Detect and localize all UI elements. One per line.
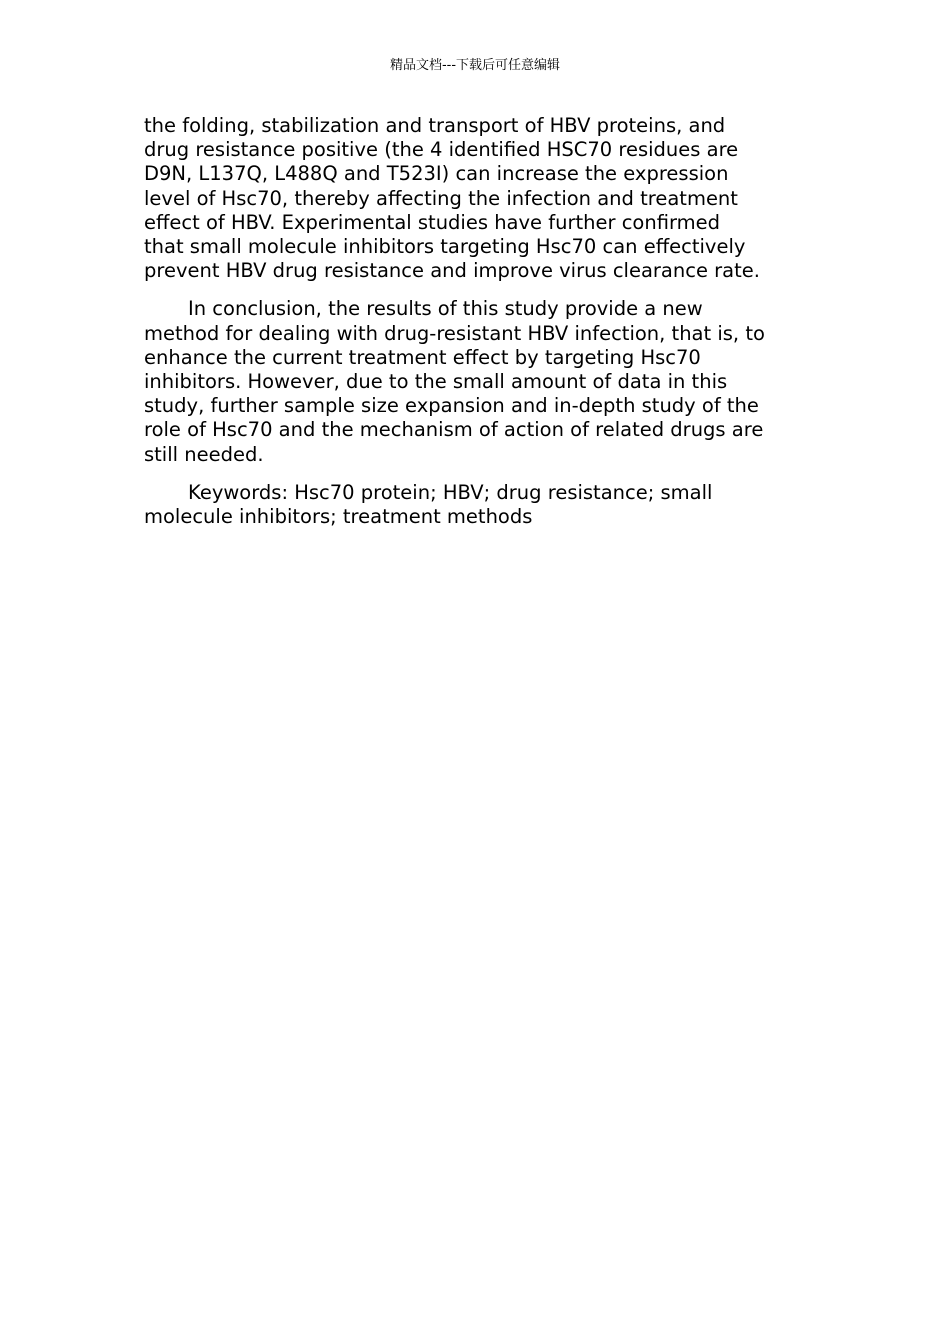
- page-header: 精品文档---下载后可任意编辑: [389, 58, 561, 73]
- text-line: study, further sample size expansion and in-depth study of the: [144, 394, 759, 418]
- text-line: method for dealing with drug-resistant HBV infection, that is, to: [144, 321, 765, 345]
- text-line: enhance the current treatment effect by targeting Hsc70: [144, 345, 701, 369]
- text-line: still needed.: [144, 442, 264, 466]
- paragraph-continuation: [144, 114, 814, 283]
- text-line: the folding, stabilization and transport of HBV proteins, and: [144, 114, 726, 137]
- text-line: role of Hsc70 and the mechanism of action of related drugs are: [144, 418, 764, 442]
- text-line: drug resistance positive (the 4 identified HSC70 residues are: [144, 138, 739, 162]
- paragraph-keywords: [144, 481, 814, 529]
- text-line: that small molecule inhibitors targeting Hsc70 can effectively: [144, 235, 746, 259]
- paragraph-conclusion: [144, 297, 814, 466]
- text-line: molecule inhibitors; treatment methods: [144, 505, 533, 529]
- text-line: D9N, L137Q, L488Q and T523I) can increase the expression: [144, 162, 729, 186]
- text-line: level of Hsc70, thereby affecting the infection and treatment: [144, 186, 738, 210]
- text-line: prevent HBV drug resistance and improve virus clearance rate.: [144, 259, 760, 283]
- text-line: effect of HBV. Experimental studies have further confirmed: [144, 210, 721, 234]
- text-line: inhibitors. However, due to the small amount of data in this: [144, 370, 728, 394]
- text-line: Keywords: Hsc70 protein; HBV; drug resistance; small: [188, 480, 713, 504]
- document-body: [144, 114, 814, 543]
- text-line: In conclusion, the results of this study provide a new: [188, 297, 703, 321]
